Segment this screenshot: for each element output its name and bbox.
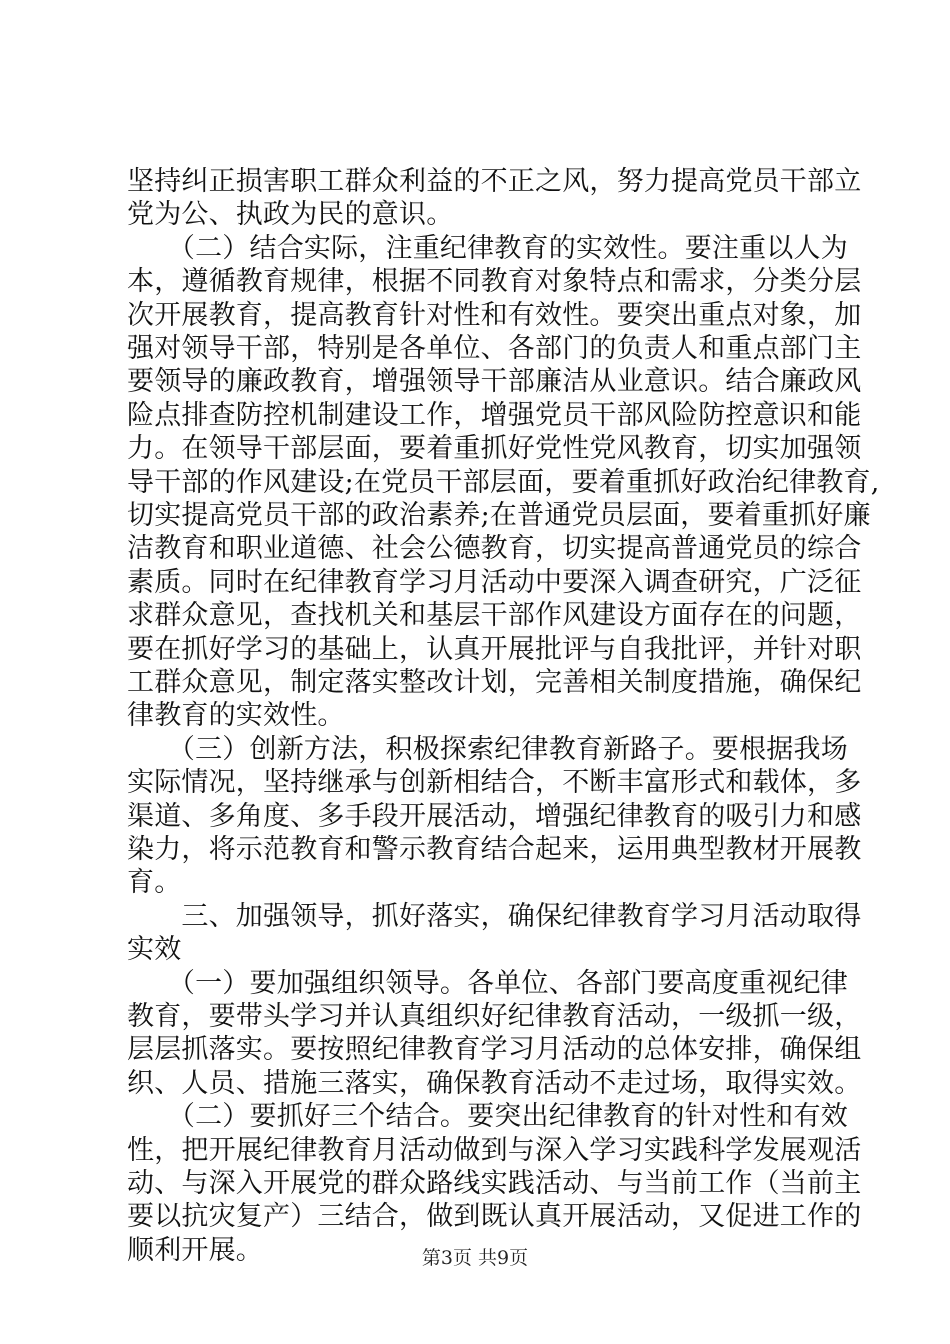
text-line: 切实提高党员干部的政治素养;在普通党员层面，要着重抓好廉 <box>127 500 871 531</box>
text-line: 育。 <box>127 867 182 899</box>
text-line: （二）要抓好三个结合。要突出纪律教育的针对性和有效 <box>127 1101 848 1133</box>
text-line: 渠道、多角度、多手段开展活动，增强纪律教育的吸引力和感 <box>127 800 862 832</box>
text-line: 次开展教育，提高教育针对性和有效性。要突出重点对象，加 <box>127 299 862 331</box>
text-line: 染力，将示范教育和警示教育结合起来，运用典型教材开展教 <box>127 834 862 865</box>
text-line: 险点排查防控机制建设工作，增强党员干部风险防控意识和能 <box>127 399 862 431</box>
text-line: 素质。同时在纪律教育学习月活动中要深入调查研究，广泛征 <box>127 566 862 598</box>
text-line: 教育，要带头学习并认真组织好纪律教育活动，一级抓一级， <box>127 1001 862 1032</box>
text-line: 要领导的廉政教育，增强领导干部廉洁从业意识。结合廉政风 <box>127 366 862 398</box>
text-line: 坚持纠正损害职工群众利益的不正之风，努力提高党员干部立 <box>127 166 862 197</box>
text-line: 织、人员、措施三落实，确保教育活动不走过场，取得实效。 <box>127 1067 862 1099</box>
text-line: 律教育的实效性。 <box>127 700 345 732</box>
text-line: 动、与深入开展党的群众路线实践活动、与当前工作（当前主 <box>127 1168 862 1199</box>
text-line: 强对领导干部，特别是各单位、各部门的负责人和重点部门主 <box>127 333 862 364</box>
text-line: 党为公、执政为民的意识。 <box>127 199 454 231</box>
text-line: 导干部的作风建设;在党员干部层面，要着重抓好政治纪律教育, <box>127 466 880 498</box>
text-line: 顺利开展。 <box>127 1234 263 1266</box>
text-line: （三）创新方法，积极探索纪律教育新路子。要根据我场 <box>127 733 848 765</box>
text-line: 性，把开展纪律教育月活动做到与深入学习实践科学发展观活 <box>127 1134 862 1166</box>
text-line: （一）要加强组织领导。各单位、各部门要高度重视纪律 <box>127 967 848 999</box>
text-line: 三、加强领导，抓好落实，确保纪律教育学习月活动取得 <box>127 900 862 932</box>
text-line: （二）结合实际，注重纪律教育的实效性。要注重以人为 <box>127 232 848 264</box>
text-line: 洁教育和职业道德、社会公德教育，切实提高普通党员的综合 <box>127 533 862 565</box>
text-line: 层层抓落实。要按照纪律教育学习月活动的总体安排，确保组 <box>127 1034 862 1066</box>
text-line: 要在抓好学习的基础上，认真开展批评与自我批评，并针对职 <box>127 633 862 665</box>
text-line: 要以抗灾复产）三结合，做到既认真开展活动，又促进工作的 <box>127 1201 862 1233</box>
text-line: 实际情况，坚持继承与创新相结合，不断丰富形式和载体，多 <box>127 767 862 799</box>
text-line: 工群众意见，制定落实整改计划，完善相关制度措施，确保纪 <box>127 667 862 698</box>
text-line: 力。在领导干部层面，要着重抓好党性党风教育，切实加强领 <box>127 433 862 465</box>
text-line: 本，遵循教育规律，根据不同教育对象特点和需求，分类分层 <box>127 266 862 298</box>
page-footer: 第3页 共9页 <box>421 1247 529 1269</box>
text-line: 实效 <box>127 934 182 966</box>
text-line: 求群众意见，查找机关和基层干部作风建设方面存在的问题， <box>127 600 862 632</box>
